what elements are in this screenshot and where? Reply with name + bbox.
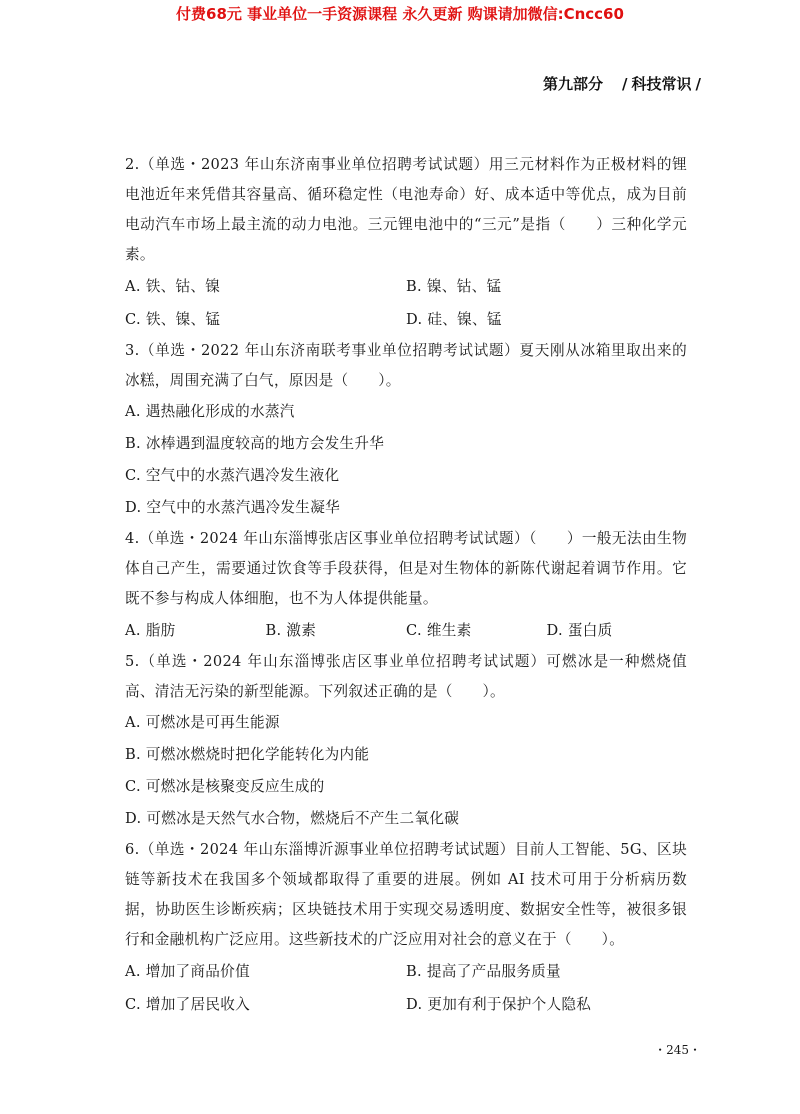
question-4 [125,524,687,647]
option-d: D. 空气中的水蒸汽遇冷发生凝华 [125,499,340,516]
option-b: B. 冰棒遇到温度较高的地方会发生升华 [125,435,385,452]
option-a: A. 遇热融化形成的水蒸汽 [125,403,295,420]
question-2 [125,150,687,336]
question-stem: 6.（单选・2024 年山东淄博沂源事业单位招聘考试试题）目前人工智能、5G、区块链等新技术在我国多个领域都取得了重要的进展。例如 AI 技术可用于分析病历数据，协助医生诊断疾病；区块链技术用于实现交易透明度、数据安全性等，被很多银行和金融机构广泛应用。这些新技术的广泛应用对社会的意义在于（ ）。 [125,841,687,948]
question-stem: 4.（单选・2024 年山东淄博张店区事业单位招聘考试试题）（ ）一般无法由生物体自己产生，需要通过饮食等手段获得，但是对生物体的新陈代谢起着调节作用。它既不参与构成人体细胞，也不为人体提供能量。 [125,530,687,607]
option-c: C. 铁、镍、锰 [125,310,221,328]
option-a: A. 脂肪 [125,621,176,639]
section-title: 科技常识 [631,75,692,93]
option-row [125,270,687,303]
question-stem: 5.（单选・2024 年山东淄博张店区事业单位招聘考试试题）可燃冰是一种燃烧值高、清洁无污染的新型能源。下列叙述正确的是（ ）。 [125,653,687,700]
question-list [125,150,687,1021]
option-row [125,303,687,336]
option-d: D. 硅、镍、锰 [406,310,502,328]
option-d: D. 更加有利于保护个人隐私 [406,995,592,1013]
option-d: D. 可燃冰是天然气水合物，燃烧后不产生二氧化碳 [125,810,460,827]
header-separator-end: / [695,75,701,93]
option-c: C. 维生素 [406,621,472,639]
option-row [125,988,687,1021]
option-c: C. 增加了居民收入 [125,995,251,1013]
header-separator: / [607,75,628,93]
option-a: A. 增加了商品价值 [125,962,250,980]
question-5 [125,647,687,835]
watermark-banner: 付费68元 事业单位一手资源课程 永久更新 购课请加微信:Cncc60 [176,5,624,23]
question-6 [125,835,687,1021]
option-c: C. 可燃冰是核聚变反应生成的 [125,778,325,795]
option-b: B. 镍、钴、锰 [406,277,502,295]
option-row [125,955,687,988]
option-a: A. 铁、钴、镍 [125,277,221,295]
option-d: D. 蛋白质 [546,621,613,639]
option-b: B. 提高了产品服务质量 [406,962,561,980]
option-b: B. 激素 [265,621,317,639]
option-b: B. 可燃冰燃烧时把化学能转化为内能 [125,746,370,763]
page-number: ・245・ [654,1043,701,1057]
question-stem: 2.（单选・2023 年山东济南事业单位招聘考试试题）用三元材料作为正极材料的锂电池近年来凭借其容量高、循环稳定性（电池寿命）好、成本适中等优点，成为目前电动汽车市场上最主流的动力电池。三元锂电池中的“三元”是指（ ）三种化学元素。 [125,156,687,263]
option-a: A. 可燃冰是可再生能源 [125,714,280,731]
question-3 [125,336,687,524]
part-title: 第九部分 [543,75,604,93]
option-row [125,614,687,647]
page-header [543,73,705,94]
question-stem: 3.（单选・2022 年山东济南联考事业单位招聘考试试题）夏天刚从冰箱里取出来的冰糕，周围充满了白气，原因是（ ）。 [125,342,687,389]
option-c: C. 空气中的水蒸汽遇冷发生液化 [125,467,340,484]
